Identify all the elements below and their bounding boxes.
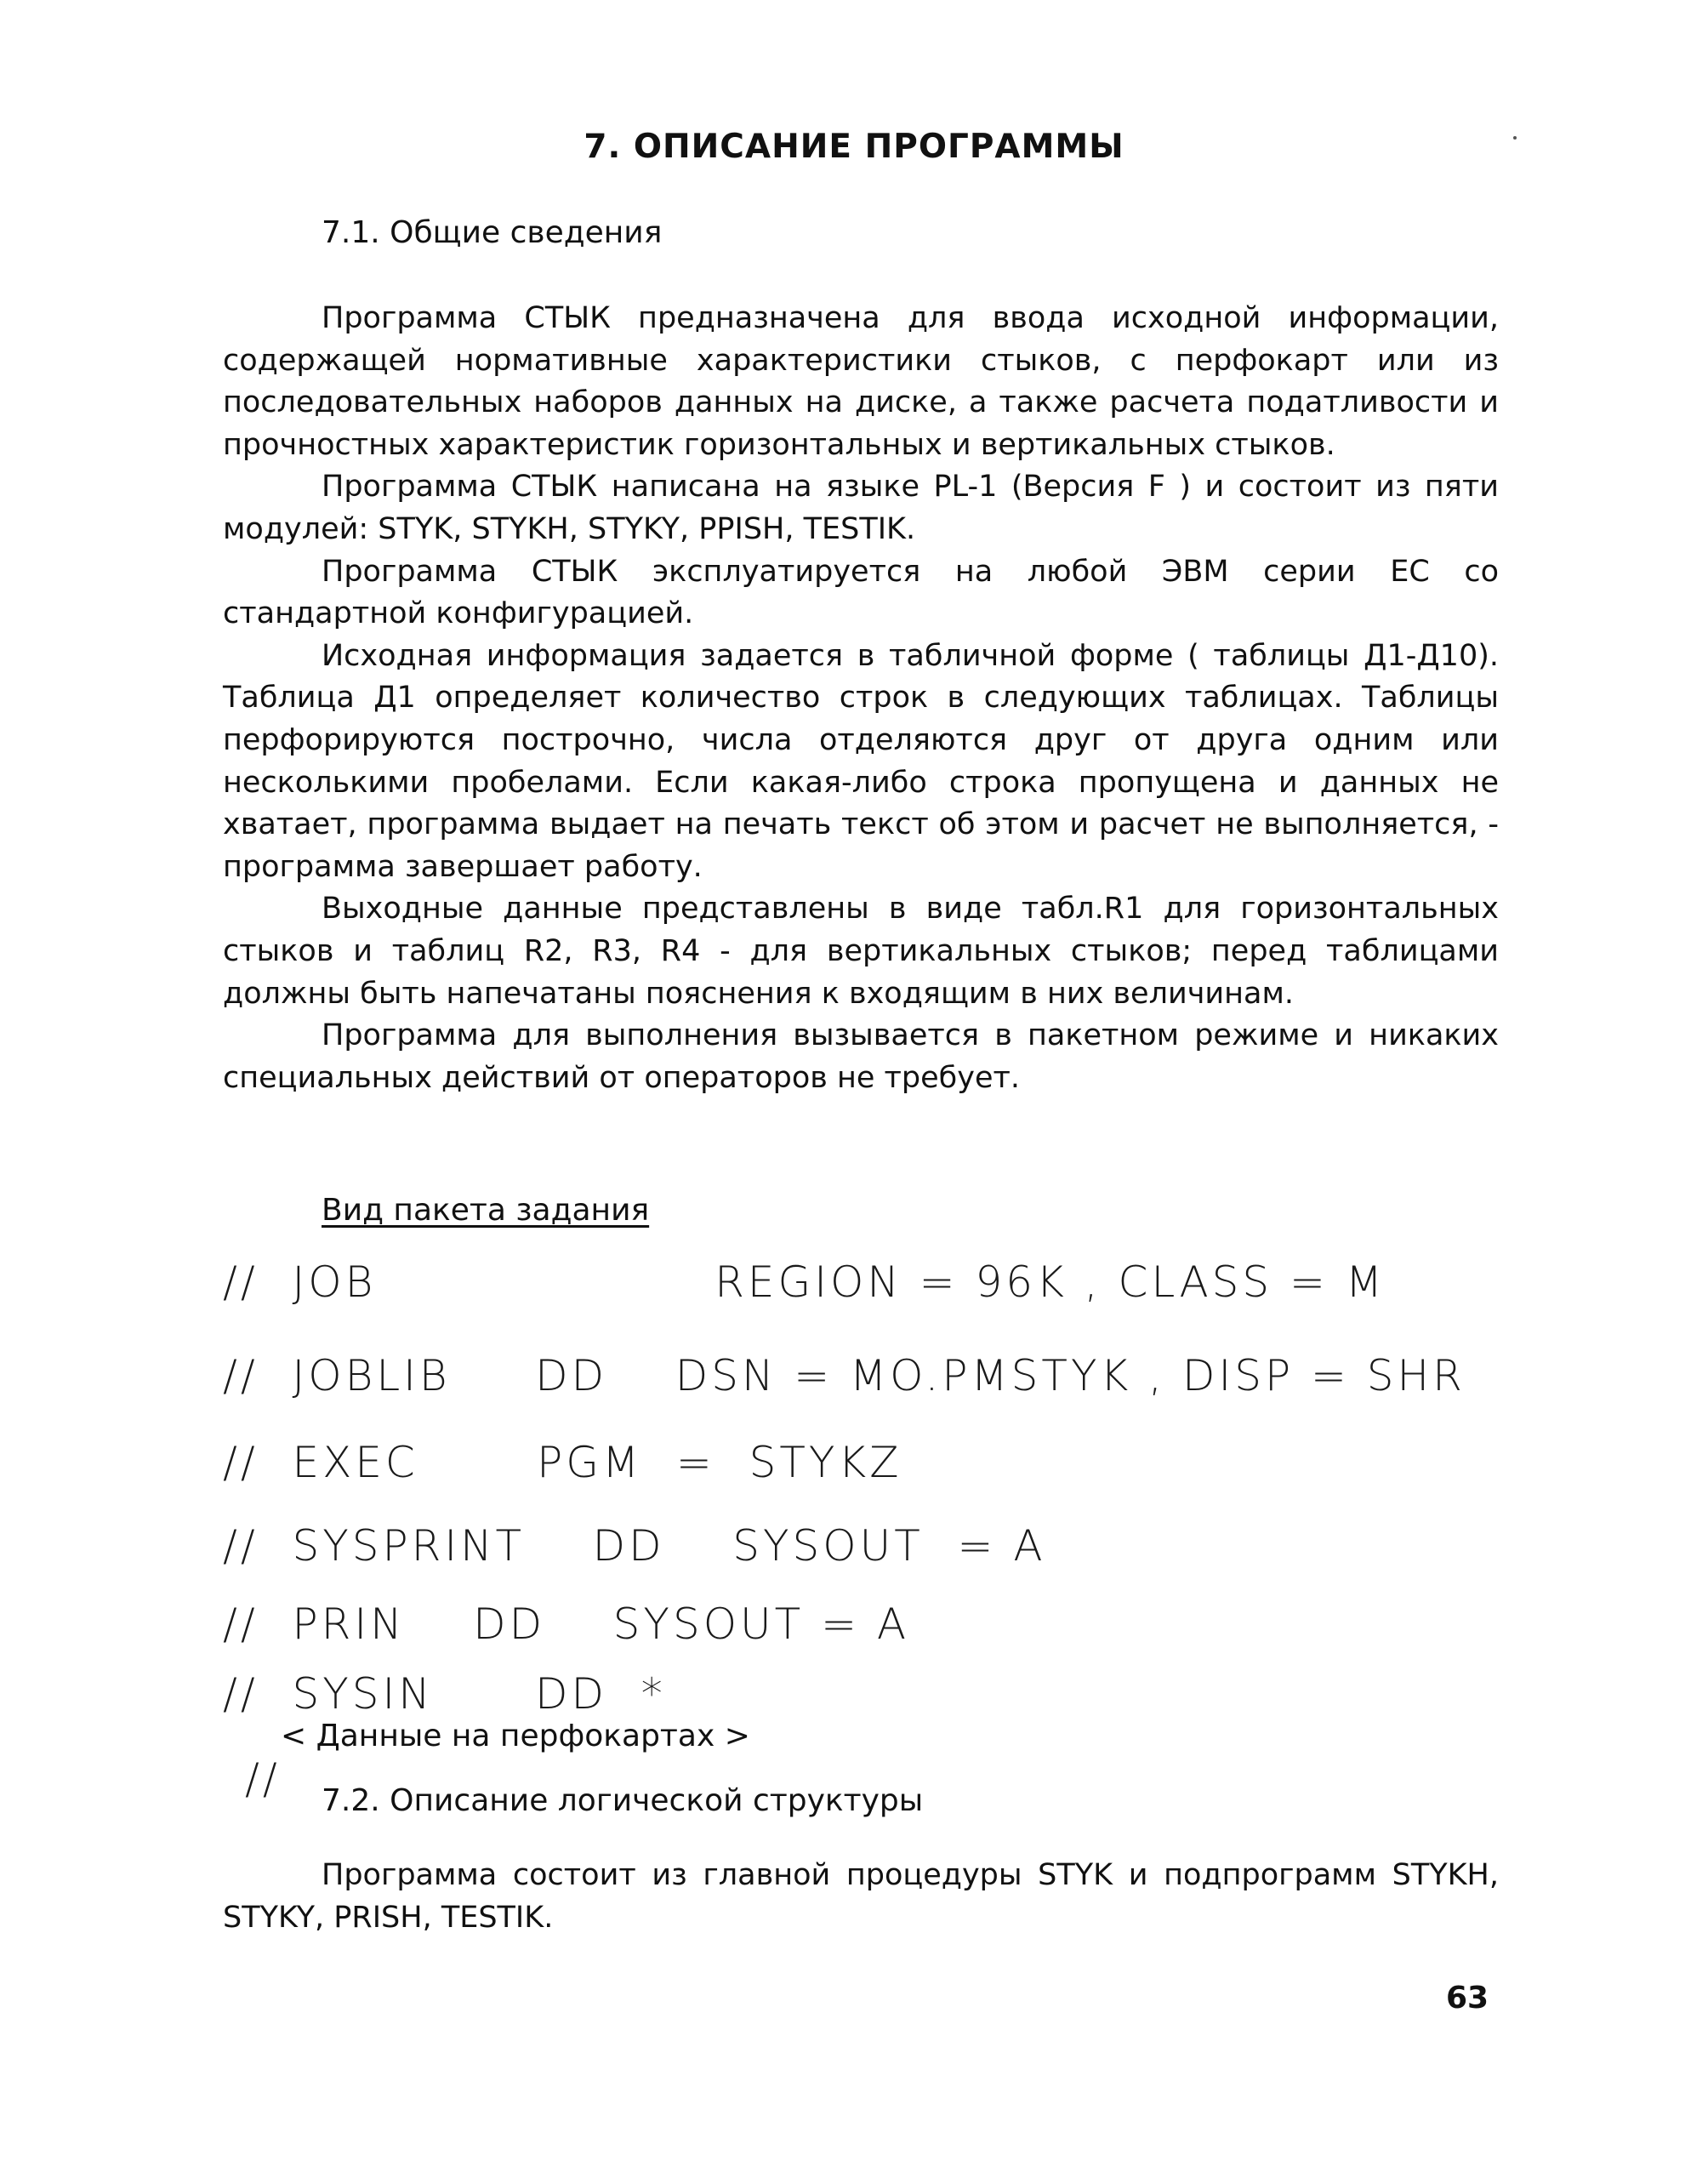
paragraph-structure: Программа состоит из главной процедуры STYK и подпрограмм STYKH, STYKY, PRISH, TESTIK. xyxy=(223,1858,1499,1935)
jcl-line: // JOBLIB DD DSN = MO.PMSTYK , DISP = SHR xyxy=(223,1351,1466,1400)
page-number: 63 xyxy=(1446,1981,1489,2016)
paragraph-input: Исходная информация задается в табличной форме ( таблицы Д1-Д10). Таблица Д1 определяет количество строк в следующих таблицах. Таблицы перфорируются построчно, числа отделяются друг от друга одним или несколькими пробелами. Если какая-либо строка пропущена и данных не хватает, программа выдает на печать текст об этом и расчет не выполняется, - программа завершает работу. xyxy=(223,638,1499,884)
data-placeholder: < Данные на перфокартах > xyxy=(281,1719,750,1753)
paragraph-hardware: Программа СТЫК эксплуатируется на любой ЭВМ серии ЕС со стандартной конфигурацией. xyxy=(223,554,1499,631)
section-7-1-body xyxy=(223,298,1499,1099)
jcl-line: // SYSPRINT DD SYSOUT = A xyxy=(223,1521,1046,1571)
paragraph-language: Программа СТЫК написана на языке PL-1 (Версия F ) и состоит из пяти модулей: STYK, STYKH, STYKY, PPISH, TESTIK. xyxy=(223,470,1499,546)
paragraph-output: Выходные данные представлены в виде табл.R1 для горизонтальных стыков и таблиц R2, R3, R4 - для вертикальных стыков; перед таблицами должны быть напечатаны пояснения к входящим в них величинам. xyxy=(223,892,1499,1011)
jcl-line: // EXEC PGM = STYKZ xyxy=(223,1438,902,1487)
jcl-end: // xyxy=(245,1754,281,1804)
section-title-7-1: 7.1. Общие сведения xyxy=(322,215,663,250)
jcl-line: // SYSIN DD * xyxy=(223,1669,666,1719)
chapter-title: 7. ОПИСАНИЕ ПРОГРАММЫ xyxy=(584,128,1124,166)
section-7-2-body xyxy=(223,1855,1499,1939)
paragraph-execution: Программа для выполнения вызывается в пакетном режиме и никаких специальных действий от операторов не требует. xyxy=(223,1018,1499,1095)
jcl-line: // JOB REGION = 96K , CLASS = M xyxy=(223,1257,1386,1307)
job-package-heading: Вид пакета задания xyxy=(322,1193,650,1228)
paragraph-purpose: Программа СТЫК предназначена для ввода исходной информации, содержащей нормативные характеристики стыков, с перфокарт или из последовательных наборов данных на диске, а также расчета податливости и прочностных характеристик горизонтальных и вертикальных стыков. xyxy=(223,301,1499,462)
jcl-line: // PRIN DD SYSOUT = A xyxy=(223,1599,910,1649)
section-title-7-2: 7.2. Описание логической структуры xyxy=(322,1783,924,1818)
